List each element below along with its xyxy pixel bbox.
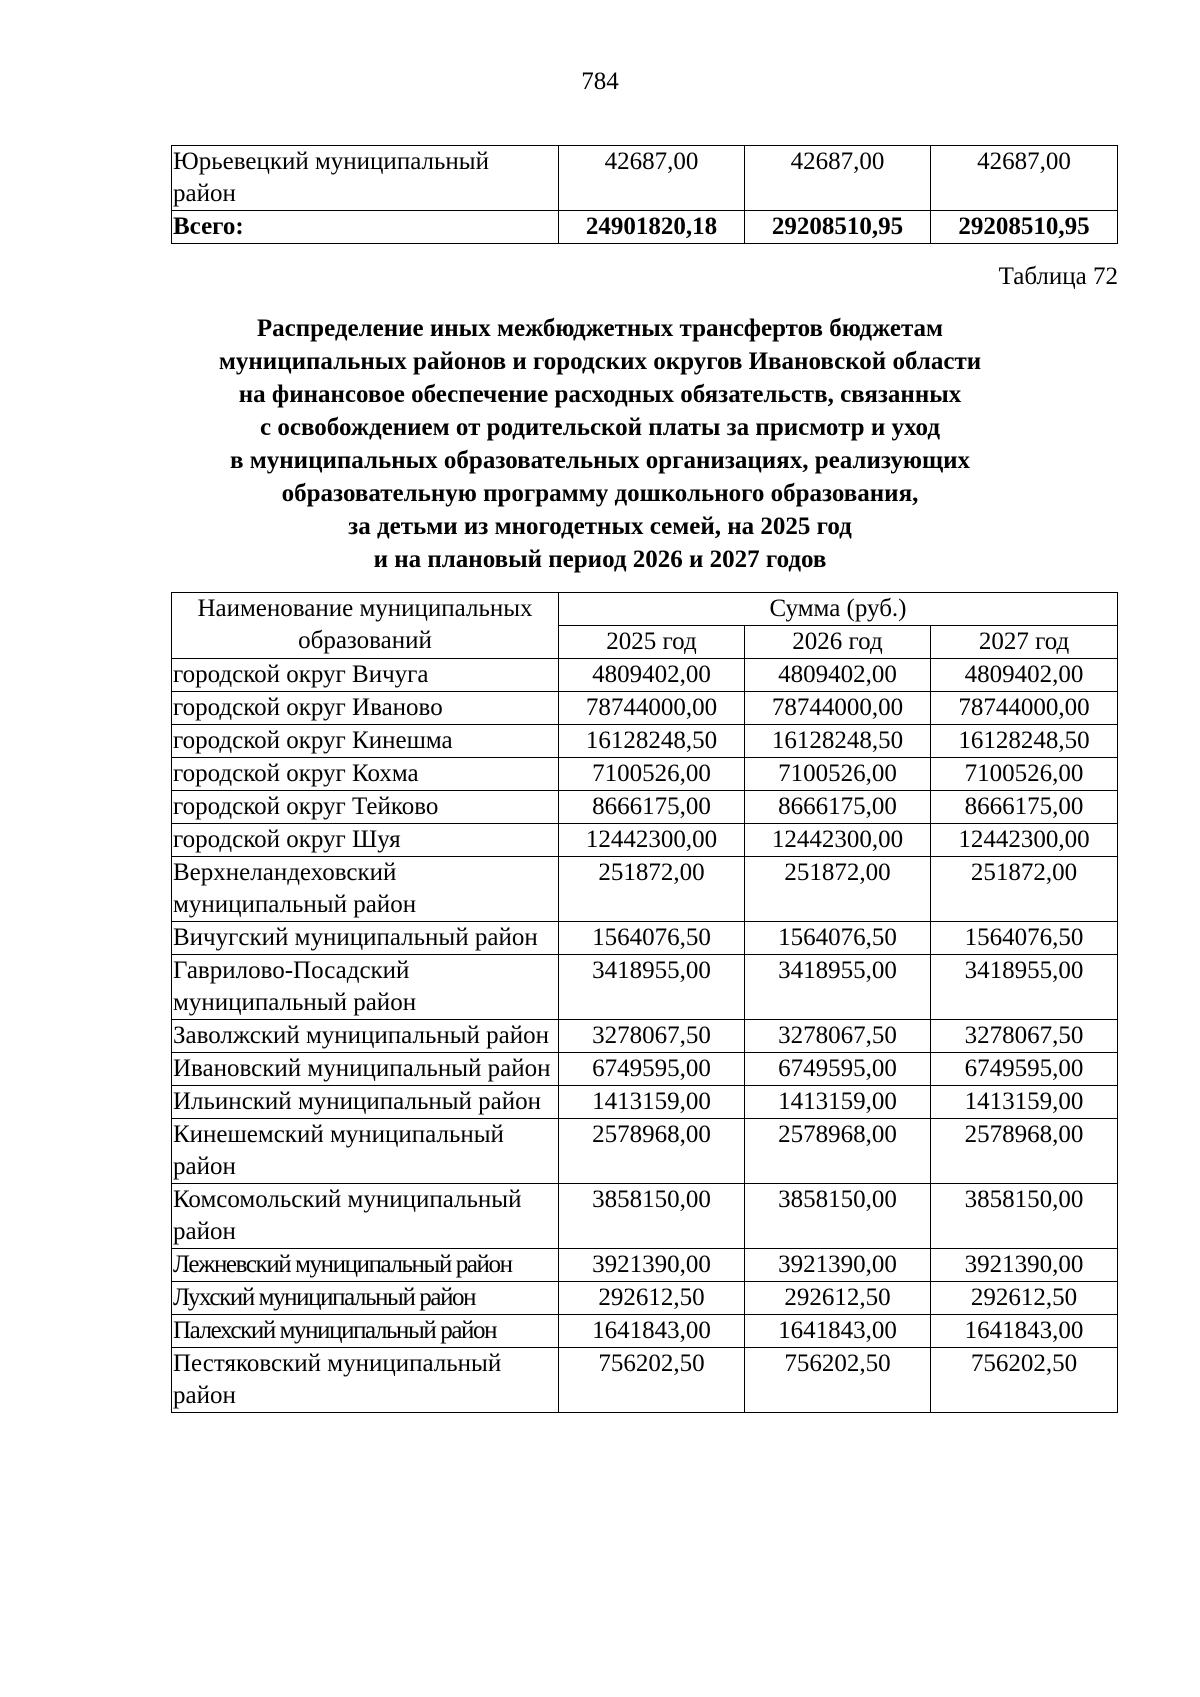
value-2026: 2578968,00 xyxy=(745,1119,931,1184)
value-2026: 6749595,00 xyxy=(745,1053,931,1086)
value-2026: 16128248,50 xyxy=(745,725,931,758)
value-2026: 251872,00 xyxy=(745,857,931,922)
table-row xyxy=(172,1053,1118,1086)
title-line: Распределение иных межбюджетных трансфертов бюджетам xyxy=(256,315,944,342)
total-2027: 29208510,95 xyxy=(931,211,1118,244)
value-2025: 12442300,00 xyxy=(559,824,745,857)
value-2027: 7100526,00 xyxy=(931,758,1118,791)
value-2027: 16128248,50 xyxy=(931,725,1118,758)
row-name: Ивановский муниципальный район xyxy=(172,1053,559,1086)
value-2026: 292612,50 xyxy=(745,1282,931,1315)
value-2025: 3418955,00 xyxy=(559,955,745,1020)
row-name: Кинешемский муниципальный район xyxy=(172,1119,559,1184)
title-line: за детьми из многодетных семей, на 2025 год xyxy=(348,513,852,540)
table-row xyxy=(172,922,1118,955)
table-row xyxy=(172,659,1118,692)
total-label: Всего: xyxy=(172,211,559,244)
total-2025: 24901820,18 xyxy=(559,211,745,244)
value-2026: 3278067,50 xyxy=(745,1020,931,1053)
previous-table-continuation xyxy=(171,145,1118,244)
value-2025: 1564076,50 xyxy=(559,922,745,955)
table-row xyxy=(172,824,1118,857)
header-year-2026: 2026 год xyxy=(745,626,931,659)
value-2025: 42687,00 xyxy=(559,146,745,211)
table-row xyxy=(172,692,1118,725)
value-2025: 1413159,00 xyxy=(559,1086,745,1119)
table-row xyxy=(172,758,1118,791)
row-name: городской округ Иваново xyxy=(172,692,559,725)
table-row xyxy=(172,1282,1118,1315)
value-2025: 16128248,50 xyxy=(559,725,745,758)
value-2025: 1641843,00 xyxy=(559,1315,745,1348)
value-2025: 2578968,00 xyxy=(559,1119,745,1184)
value-2027: 78744000,00 xyxy=(931,692,1118,725)
value-2025: 8666175,00 xyxy=(559,791,745,824)
value-2026: 3921390,00 xyxy=(745,1249,931,1282)
table-row xyxy=(172,1086,1118,1119)
value-2026: 42687,00 xyxy=(745,146,931,211)
table-row xyxy=(172,857,1118,922)
title-line: муниципальных районов и городских округов Ивановской области xyxy=(218,348,982,375)
row-name: Заволжский муниципальный район xyxy=(172,1020,559,1053)
value-2025: 756202,50 xyxy=(559,1348,745,1413)
table-row xyxy=(172,955,1118,1020)
value-2026: 8666175,00 xyxy=(745,791,931,824)
value-2027: 3278067,50 xyxy=(931,1020,1118,1053)
row-name: городской округ Кохма xyxy=(172,758,559,791)
value-2025: 3921390,00 xyxy=(559,1249,745,1282)
distribution-table xyxy=(171,592,1118,1413)
value-2026: 3858150,00 xyxy=(745,1184,931,1249)
table-row xyxy=(172,146,1118,211)
value-2027: 12442300,00 xyxy=(931,824,1118,857)
table-row xyxy=(172,1184,1118,1249)
value-2027: 2578968,00 xyxy=(931,1119,1118,1184)
title-line: на финансовое обеспечение расходных обязательств, связанных xyxy=(238,381,962,408)
page-number: 784 xyxy=(581,68,619,95)
title-line: образовательную программу дошкольного образования, xyxy=(281,480,919,507)
table-row xyxy=(172,1315,1118,1348)
table-row xyxy=(172,1119,1118,1184)
value-2025: 251872,00 xyxy=(559,857,745,922)
value-2026: 7100526,00 xyxy=(745,758,931,791)
value-2027: 42687,00 xyxy=(931,146,1118,211)
row-name: Гаврилово-Посадский муниципальный район xyxy=(172,955,559,1020)
table-row xyxy=(172,1348,1118,1413)
row-name: Пестяковский муниципальный район xyxy=(172,1348,559,1413)
row-name: Лежневский муниципальный район xyxy=(172,1249,559,1282)
total-2026: 29208510,95 xyxy=(745,211,931,244)
header-row xyxy=(172,593,1118,626)
title-line: в муниципальных образовательных организациях, реализующих xyxy=(229,447,970,474)
row-name: городской округ Шуя xyxy=(172,824,559,857)
row-name: Палехский муниципальный район xyxy=(172,1315,559,1348)
value-2026: 1641843,00 xyxy=(745,1315,931,1348)
value-2026: 1413159,00 xyxy=(745,1086,931,1119)
total-row xyxy=(172,211,1118,244)
row-name: Комсомольский муниципальный район xyxy=(172,1184,559,1249)
header-year-2025: 2025 год xyxy=(559,626,745,659)
table-row xyxy=(172,1020,1118,1053)
table-row xyxy=(172,791,1118,824)
value-2027: 756202,50 xyxy=(931,1348,1118,1413)
value-2026: 756202,50 xyxy=(745,1348,931,1413)
value-2025: 3278067,50 xyxy=(559,1020,745,1053)
row-name: Верхнеландеховский муниципальный район xyxy=(172,857,559,922)
value-2027: 1564076,50 xyxy=(931,922,1118,955)
value-2025: 78744000,00 xyxy=(559,692,745,725)
value-2026: 12442300,00 xyxy=(745,824,931,857)
value-2027: 251872,00 xyxy=(931,857,1118,922)
table-row xyxy=(172,1249,1118,1282)
value-2026: 4809402,00 xyxy=(745,659,931,692)
value-2027: 6749595,00 xyxy=(931,1053,1118,1086)
value-2025: 292612,50 xyxy=(559,1282,745,1315)
row-name: Вичугский муниципальный район xyxy=(172,922,559,955)
row-name: Лухский муниципальный район xyxy=(172,1282,559,1315)
value-2025: 4809402,00 xyxy=(559,659,745,692)
value-2026: 1564076,50 xyxy=(745,922,931,955)
title-line: и на плановый период 2026 и 2027 годов xyxy=(373,546,827,573)
header-sum-column: Сумма (руб.) xyxy=(559,593,1118,626)
value-2025: 3858150,00 xyxy=(559,1184,745,1249)
value-2026: 3418955,00 xyxy=(745,955,931,1020)
value-2025: 7100526,00 xyxy=(559,758,745,791)
table-title xyxy=(0,312,1200,576)
header-year-2027: 2027 год xyxy=(931,626,1118,659)
row-name: городской округ Вичуга xyxy=(172,659,559,692)
value-2027: 1641843,00 xyxy=(931,1315,1118,1348)
value-2027: 3858150,00 xyxy=(931,1184,1118,1249)
value-2026: 78744000,00 xyxy=(745,692,931,725)
table-caption: Таблица 72 xyxy=(998,263,1118,290)
title-line: с освобождением от родительской платы за присмотр и уход xyxy=(260,414,940,441)
table-body xyxy=(172,659,1118,1413)
table-row xyxy=(172,725,1118,758)
row-name: Юрьевецкий муниципальный район xyxy=(172,146,559,211)
row-name: городской округ Кинешма xyxy=(172,725,559,758)
row-name: городской округ Тейково xyxy=(172,791,559,824)
value-2027: 1413159,00 xyxy=(931,1086,1118,1119)
value-2027: 8666175,00 xyxy=(931,791,1118,824)
row-name: Ильинский муниципальный район xyxy=(172,1086,559,1119)
value-2027: 3921390,00 xyxy=(931,1249,1118,1282)
value-2025: 6749595,00 xyxy=(559,1053,745,1086)
header-name-column: Наименование муниципальных образований xyxy=(172,593,559,659)
value-2027: 292612,50 xyxy=(931,1282,1118,1315)
value-2027: 4809402,00 xyxy=(931,659,1118,692)
value-2027: 3418955,00 xyxy=(931,955,1118,1020)
